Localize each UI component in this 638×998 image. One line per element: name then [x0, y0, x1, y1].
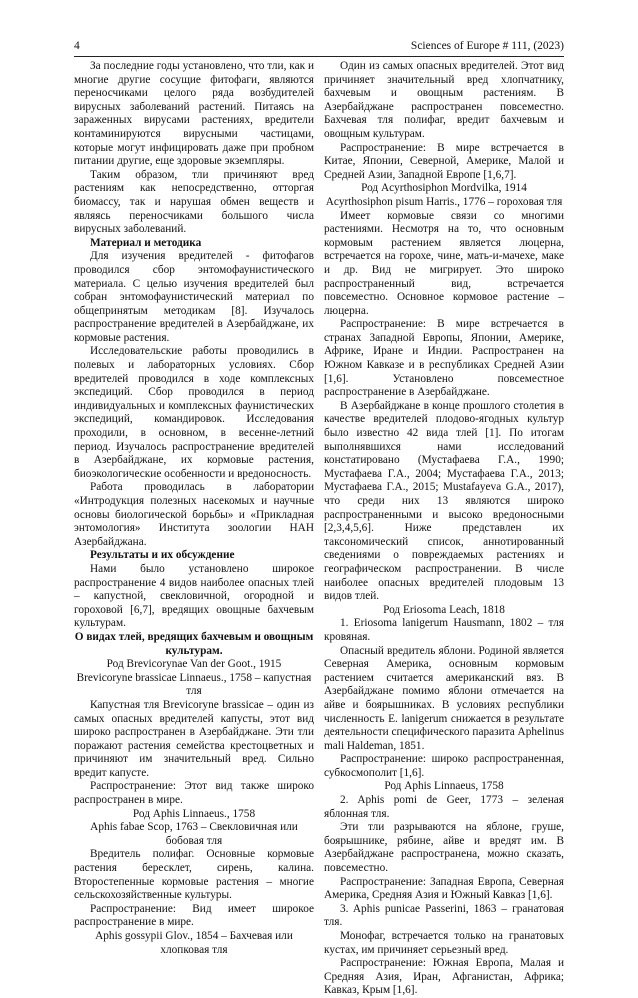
paragraph: В Азербайджане в конце прошлого столетия в качестве вредителей плодово-ягодных культур было известно 42 вида тлей [1]. По итогам выполнявшихся нами исследований констатировано (Мустафаева Г.А., 1990; Мустафаева Г.А., 2004; Мустафаева Г.А., 2013; Мустафаева Г.А., 2015; Mustafayeva G.A., 2017), что среди них 13 являются широко распространенными и высоко вредоносными [2,3,4,5,6]. Ниже представлен их таксономический список, аннотированный сведениями о повреждаемых растениях и географическом распространении. В числе наиболее опасных вредителей плодовым 13 видов тлей.: [324, 399, 564, 603]
paragraph: Вредитель полифаг. Основные кормовые растения бересклет, сирень, калина. Второстепенные кормовые растения – многие сельскохозяйственные культуры.: [74, 848, 314, 902]
right-column: [324, 60, 564, 998]
taxon-heading: Род Eriosoma Leach, 1818: [383, 603, 505, 616]
paragraph: Распространение: Западная Европа, Северная Америка, Средняя Азия и Южный Кавказ [1,6].: [324, 875, 564, 902]
left-column: [74, 60, 314, 957]
paragraph: Распространение: Этот вид также широко распространен в мире.: [74, 780, 314, 807]
paragraph: Распространение: В мире встречается в Китае, Японии, Северной, Америке, Малой и Средней Азии, Западной Европе [1,6,7].: [324, 141, 564, 181]
taxon-heading: Род Aphis Linnaeus, 1758: [384, 780, 504, 793]
paragraph: Таким образом, тли причиняют вред растениям как непосредственно, отторгая биомассу, так и нарушая обмен веществ и являясь переносчиками большого числа вирусных заболеваний.: [74, 168, 314, 236]
taxon-heading: Род Brevicorynae Van der Goot., 1915: [106, 658, 282, 671]
paragraph: Опасный вредитель яблони. Родиной является Северная Америка, основным кормовым растением считается американский вяз. В Азербайджане помимо яблони отмечается на айве и боярышниках. В условиях республики численность E. lanigerum снижается в результате деятельности специфического паразита Aphelinus mali Haldeman, 1851.: [324, 644, 564, 752]
paragraph: Эти тли разрываются на яблоне, груше, боярышнике, рябине, айве и вредят им. В Азербайджане распространена, можно сказать, повсеместно.: [324, 821, 564, 875]
paragraph: 1. Eriosoma lanigerum Hausmann, 1802 – тля кровяная.: [324, 617, 564, 643]
taxon-heading: Aphis fabae Scop, 1763 – Свекловичная или бобовая тля: [90, 821, 298, 847]
paragraph: За последние годы установлено, что тли, как и многие другие сосущие фитофаги, являются переносчиками целого ряда возбудителей вирусных заболеваний растений. Питаясь на зараженных вирусами растениях, вредители контаминируются вирусными частицами, которые могут инфицировать даже при пробном питании другие, еще здоровые экземпляры.: [74, 60, 314, 168]
taxon-heading: Aphis gossypii Glov., 1854 – Бахчевая или хлопковая тля: [95, 930, 293, 956]
paragraph: Распространение: В мире встречается в странах Западной Европы, Японии, Америке, Африке, Иране и Индии. Распространен на Южном Кавказе и в республиках Средней Азии [1,6]. Установлено повсеместное распространение в Азербайджане.: [324, 318, 564, 399]
paragraph: Исследовательские работы проводились в полевых и лабораторных условиях. Сбор вредителей проводился в ходе комплексных экспедиций. Сбор проводился в период индивидуальных и комплексных фаунистических экспедиций, командировок. Исследования проходили, в основном, в весенне-летний период. Изучалось распространение вредителей в Азербайджане, их кормовые растения, биоэкологические особенности и вредоносность.: [74, 345, 314, 480]
section-heading: Результаты и их обсуждение: [90, 549, 235, 562]
page-number: 4: [74, 40, 80, 52]
section-heading: Материал и методика: [90, 236, 202, 249]
taxon-heading: Brevicoryne brassicae Linnaeus., 1758 – капустная тля: [76, 671, 312, 698]
taxon-heading: Род Acyrthosiphon Mordvilka, 1914: [361, 182, 527, 195]
journal-title: Sciences of Europe # 111, (2023): [410, 40, 564, 52]
paragraph: Для изучения вредителей - фитофагов проводился сбор энтомофаунистического материала. С целью изучения вредителей был собран энтомофаунистический материал по общепринятым методикам [8]. Изучалось распространение вредителей в Азербайджане, их кормовые растения.: [74, 250, 314, 344]
paragraph: Нами было установлено широкое распространение 4 видов наиболее опасных тлей – капустной, свекловичной, огородной и гороховой [6,7], вредящих овощные бахчевым культурам.: [74, 562, 314, 630]
paragraph: Капустная тля Brevicoryne brassicae – один из самых опасных вредителей капусты, этот вид широко распространен в Азербайджане. Эти тли поражают растения семейства крестоцветных и причиняют им значительный вред. Сильно вредит капусте.: [74, 698, 314, 779]
paragraph: Монофаг, встречается только на гранатовых кустах, им причиняет серьезный вред.: [324, 930, 564, 956]
paragraph: Работа проводилась в лаборатории «Интродукция полезных насекомых и научные основы биологической борьбы» и «Прикладная энтомология» Института зоологии НАН Азербайджана.: [74, 481, 314, 548]
taxon-heading: Род Aphis Linnaeus., 1758: [132, 807, 256, 820]
paragraph: Распространение: Вид имеет широкое распространение в мире.: [74, 902, 314, 929]
taxon-heading: Acyrthosiphon pisum Harris., 1776 – гороховая тля: [325, 195, 563, 208]
subsection-heading: О видах тлей, вредящих бахчевым и овощным культурам.: [74, 630, 314, 657]
paragraph: Распространение: широко распространенная, субкосмополит [1,6].: [324, 753, 564, 779]
page-header: [74, 40, 564, 57]
paragraph: Распространение: Южная Европа, Малая и Средняя Азия, Иран, Афганистан, Африка; Кавказ, Крым [1,6].: [324, 957, 564, 997]
paragraph: Имеет кормовые связи со многими растениями. Несмотря на то, что основным кормовым растением является люцерна, встречается на горохе, чине, мать-и-мачехе, маке и др. Вид не мигрирует. Это широко распространенный вид, встречается повсеместно. Основное кормовое растение – люцерна.: [324, 209, 564, 317]
paragraph: Один из самых опасных вредителей. Этот вид причиняет значительный вред хлопчатнику, бахчевым и овощным растениям. В Азербайджане распространен повсеместно. Бахчевая тля полифаг, вредит бахчевым и овощным культурам.: [324, 60, 564, 140]
paragraph: 3. Aphis punicae Passerini, 1863 – гранатовая тля.: [324, 902, 564, 929]
paragraph: 2. Aphis pomi de Geer, 1773 – зеленая яблонная тля.: [324, 794, 564, 820]
